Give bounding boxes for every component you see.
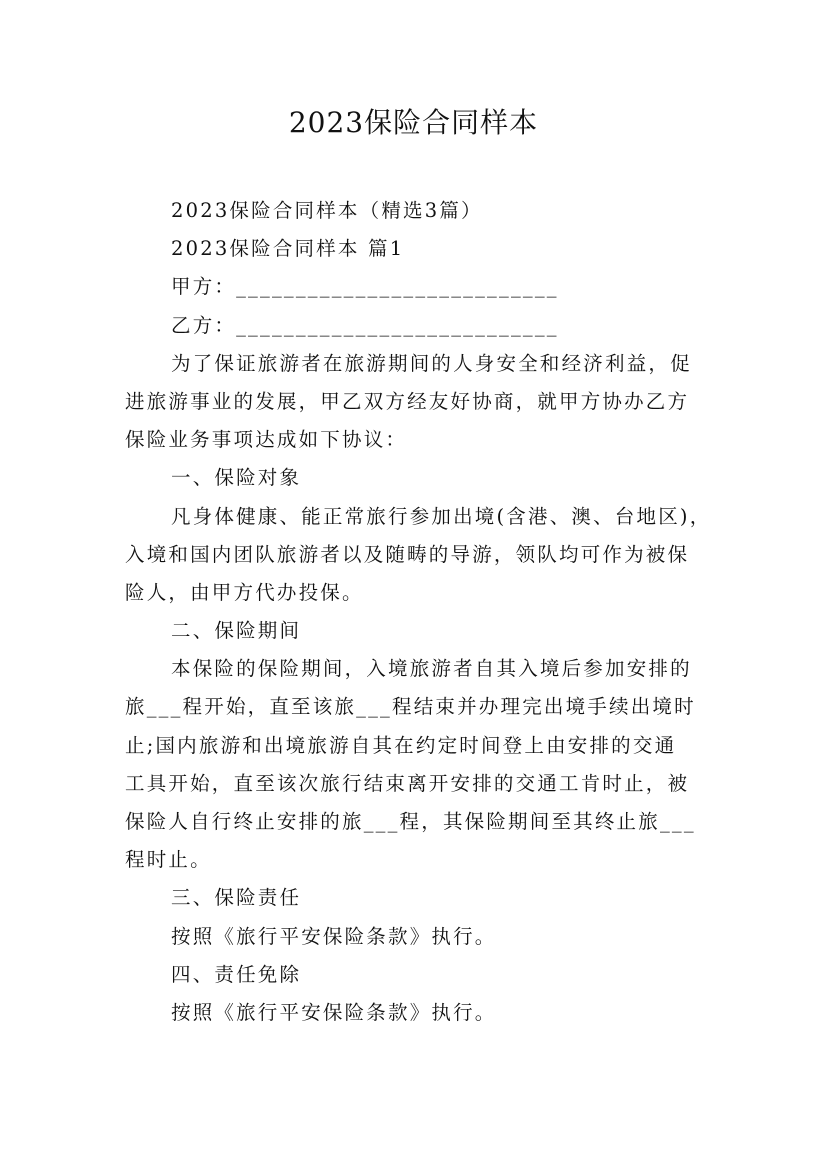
paragraph-line: 按照《旅行平安保险条款》执行。 <box>171 924 497 948</box>
section-heading: 四、责任免除 <box>171 962 302 986</box>
paragraph-line: 止;国内旅游和出境旅游自其在约定时间登上由安排的交通 <box>125 733 677 757</box>
paragraph-line: 旅___程开始，直至该旅___程结束并办理完出境手续出境时 <box>125 695 696 719</box>
party-b-line: 乙方：___________________________ <box>171 313 559 337</box>
section-heading: 二、保险期间 <box>171 619 302 643</box>
paragraph-line: 进旅游事业的发展，甲乙双方经友好协商，就甲方协办乙方 <box>125 389 690 413</box>
paragraph-line: 保险业务事项达成如下协议： <box>125 428 408 452</box>
paragraph-line: 工具开始，直至该次旅行结束离开安排的交通工肯时止，被 <box>125 771 690 795</box>
section-heading: 三、保险责任 <box>171 886 302 910</box>
paragraph-line: 本保险的保险期间，入境旅游者自其入境后参加安排的 <box>171 657 692 681</box>
document-title: 2023保险合同样本 <box>288 106 539 139</box>
paragraph-line: 保险人自行终止安排的旅___程，其保险期间至其终止旅___ <box>125 810 696 833</box>
paragraph-line: 为了保证旅游者在旅游期间的人身安全和经济利益，促 <box>171 351 692 375</box>
chapter-heading: 2023保险合同样本 篇1 <box>171 237 405 261</box>
party-a-line: 甲方：___________________________ <box>171 275 559 299</box>
paragraph-line: 凡身体健康、能正常旅行参加出境(含港、澳、台地区)， <box>171 504 712 528</box>
section-heading: 一、保险对象 <box>171 466 302 490</box>
paragraph-line: 程时止。 <box>125 848 212 872</box>
paragraph-line: 险人，由甲方代办投保。 <box>125 580 364 604</box>
document-body <box>125 192 712 1032</box>
subtitle-line: 2023保险合同样本（精选3篇） <box>171 199 483 222</box>
paragraph-line: 入境和国内团队旅游者以及随畴的导游，领队均可作为被保 <box>125 542 690 566</box>
paragraph-line: 按照《旅行平安保险条款》执行。 <box>171 1000 497 1024</box>
